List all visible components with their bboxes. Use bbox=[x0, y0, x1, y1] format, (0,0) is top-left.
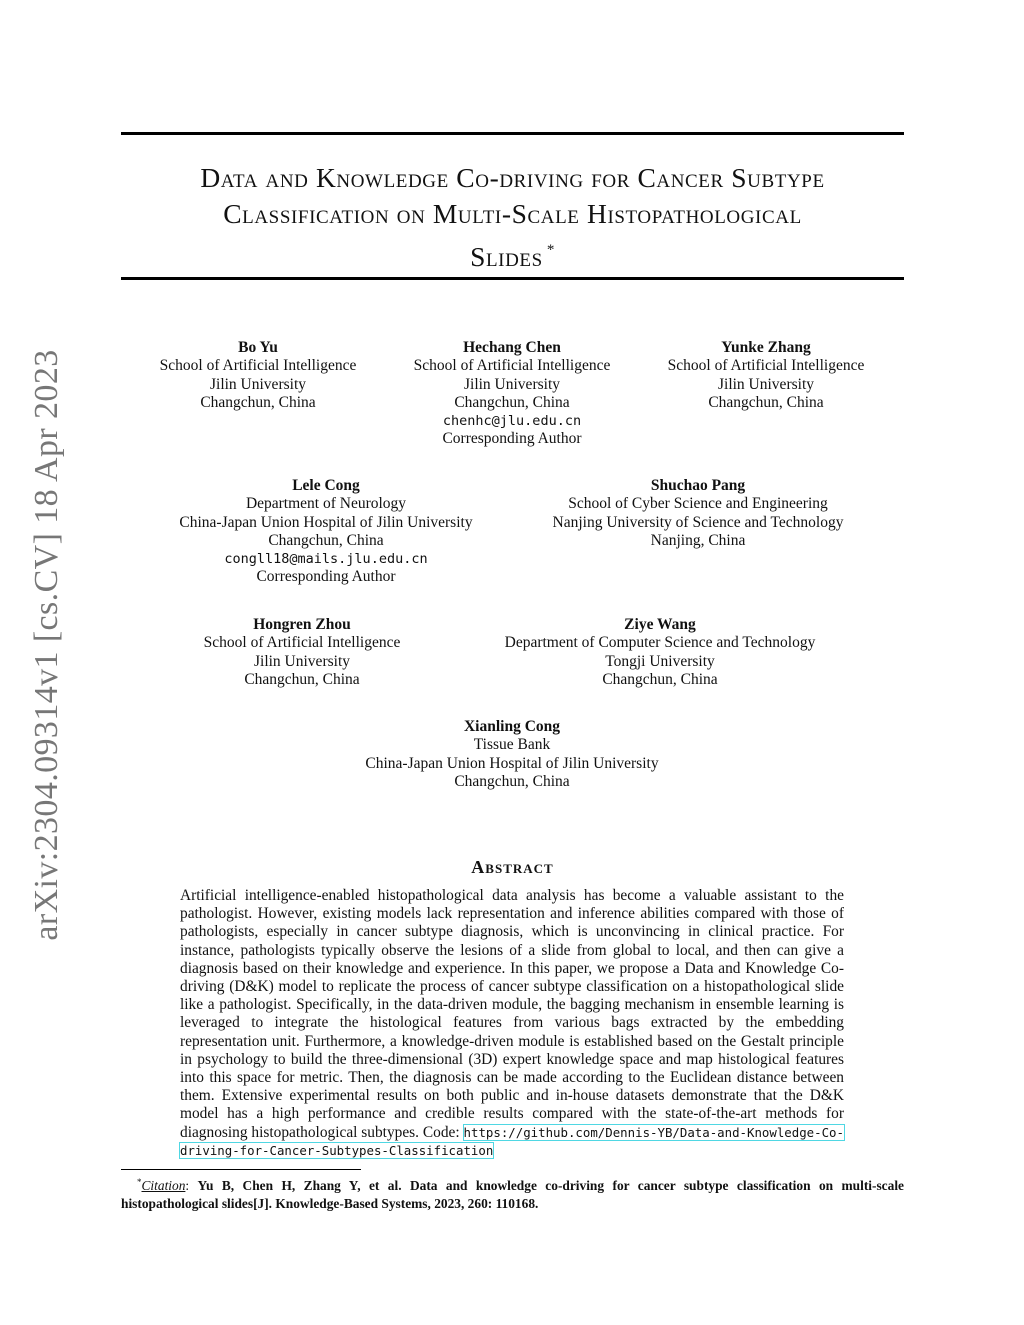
author-location: Changchun, China bbox=[200, 393, 316, 411]
author-university: Jilin University bbox=[253, 652, 350, 670]
author-affiliation: School of Artificial Intelligence bbox=[413, 357, 611, 375]
author-university: Nanjing University of Science and Technology bbox=[552, 513, 844, 531]
author-affiliation: School of Artificial Intelligence bbox=[159, 357, 357, 375]
author-location: Changchun, China bbox=[708, 393, 824, 411]
author-name: Shuchao Pang bbox=[650, 477, 746, 494]
author-university: Jilin University bbox=[463, 375, 560, 393]
author-bo-yu bbox=[128, 339, 388, 412]
title-top-rule bbox=[121, 132, 904, 135]
author-university: Jilin University bbox=[717, 375, 814, 393]
author-lele-cong bbox=[146, 477, 506, 587]
arxiv-identifier: arXiv:2304.09314v1 [cs.CV] 18 Apr 2023 bbox=[28, 349, 65, 941]
author-name: Bo Yu bbox=[238, 339, 278, 356]
abstract-text: Artificial intelligence-enabled histopathological data analysis has become a valuable assistant to the pathologist. However, existing models lack representation and inference abilities compared with those of pathologists, especially in cancer subtype diagnosis, which is unconvincing in clinical practice. For instance, pathologists typically observe the lesions of a slide from global to local, and then can give a diagnosis based on their knowledge and experience. In this paper, we propose a Data and Knowledge Co-driving (D&K) model to replicate the process of cancer subtype classification on a histopathological slide like a pathologist. Specifically, in the data-driven module, the bagging mechanism in ensemble learning is leveraged to integrate the histological features from various bags extracted by the embedding representation unit. Furthermore, a knowledge-driven module is established based on the Gestalt principle in psychology to build the three-dimensional (3D) expert knowledge space and map histological features into this space for metric. Then, the diagnosis can be made according to the Euclidean distance between them. Extensive experimental results on both public and in-house datasets demonstrate that the D&K model has a high performance and credible results compared with the state-of-the-art methods for diagnosing histopathological subtypes. Code: bbox=[180, 887, 844, 1141]
author-name: Hongren Zhou bbox=[253, 616, 351, 633]
footnote-rule bbox=[121, 1169, 361, 1170]
author-xianling-cong bbox=[312, 718, 712, 791]
citation-footnote: *Citation: Yu B, Chen H, Zhang Y, et al. Data and knowledge co-driving for cancer subtype classification on multi-scale histopathological slides[J]. Knowledge-Based Systems, 2023, 260: 110168. bbox=[121, 1177, 904, 1211]
title-line-1: Data and Knowledge Co-driving for Cancer Subtype bbox=[200, 162, 825, 193]
author-hechang-chen bbox=[382, 339, 642, 449]
abstract-body bbox=[180, 887, 844, 1160]
author-name: Ziye Wang bbox=[624, 616, 696, 633]
author-ziye-wang bbox=[470, 616, 850, 689]
author-name: Xianling Cong bbox=[463, 718, 561, 735]
corresponding-author-note: Corresponding Author bbox=[256, 568, 396, 586]
author-location: Changchun, China bbox=[602, 670, 718, 688]
author-university: China-Japan Union Hospital of Jilin University bbox=[365, 754, 659, 772]
footnote-citation-text: Yu B, Chen H, Zhang Y, et al. Data and knowledge co-driving for cancer subtype classification on multi-scale histopathological slides[J]. Knowledge-Based Systems, 2023, 260: 110168. bbox=[121, 1178, 904, 1211]
title-footnote-marker: * bbox=[546, 242, 555, 258]
author-affiliation: School of Cyber Science and Engineering bbox=[568, 495, 828, 513]
author-name: Yunke Zhang bbox=[721, 339, 811, 356]
author-affiliation: School of Artificial Intelligence bbox=[667, 357, 865, 375]
author-email: chenhc@jlu.edu.cn bbox=[442, 413, 582, 430]
author-location: Changchun, China bbox=[454, 772, 570, 790]
author-affiliation: Department of Neurology bbox=[245, 495, 407, 513]
author-affiliation: School of Artificial Intelligence bbox=[203, 634, 401, 652]
author-location: Nanjing, China bbox=[650, 531, 746, 549]
title-line-3 bbox=[121, 232, 904, 275]
author-affiliation: Department of Computer Science and Technology bbox=[504, 634, 816, 652]
paper-title bbox=[121, 160, 904, 275]
author-yunke-zhang bbox=[636, 339, 896, 412]
footnote-marker: * bbox=[137, 1177, 142, 1187]
title-line-3-text: Slides bbox=[470, 241, 543, 272]
corresponding-author-note: Corresponding Author bbox=[442, 430, 582, 448]
author-location: Changchun, China bbox=[454, 393, 570, 411]
author-shuchao-pang bbox=[518, 477, 878, 550]
author-email: congll18@mails.jlu.edu.cn bbox=[224, 551, 428, 568]
author-location: Changchun, China bbox=[244, 670, 360, 688]
author-name: Lele Cong bbox=[292, 477, 360, 494]
author-location: Changchun, China bbox=[268, 531, 384, 549]
author-name: Hechang Chen bbox=[463, 339, 561, 356]
title-line-2: Classification on Multi-Scale Histopathological bbox=[223, 198, 802, 229]
author-university: China-Japan Union Hospital of Jilin University bbox=[179, 513, 473, 531]
title-bottom-rule bbox=[121, 277, 904, 280]
author-affiliation: Tissue Bank bbox=[473, 736, 551, 754]
author-university: Jilin University bbox=[209, 375, 306, 393]
author-university: Tongji University bbox=[605, 652, 715, 670]
author-hongren-zhou bbox=[162, 616, 442, 689]
abstract-heading: Abstract bbox=[471, 857, 554, 877]
footnote-label: Citation bbox=[141, 1178, 186, 1193]
code-repository-link[interactable]: https://github.com/Dennis-YB/Data-and-Knowledge-Co-driving-for-Cancer-Subtypes-Classification bbox=[180, 1124, 844, 1158]
